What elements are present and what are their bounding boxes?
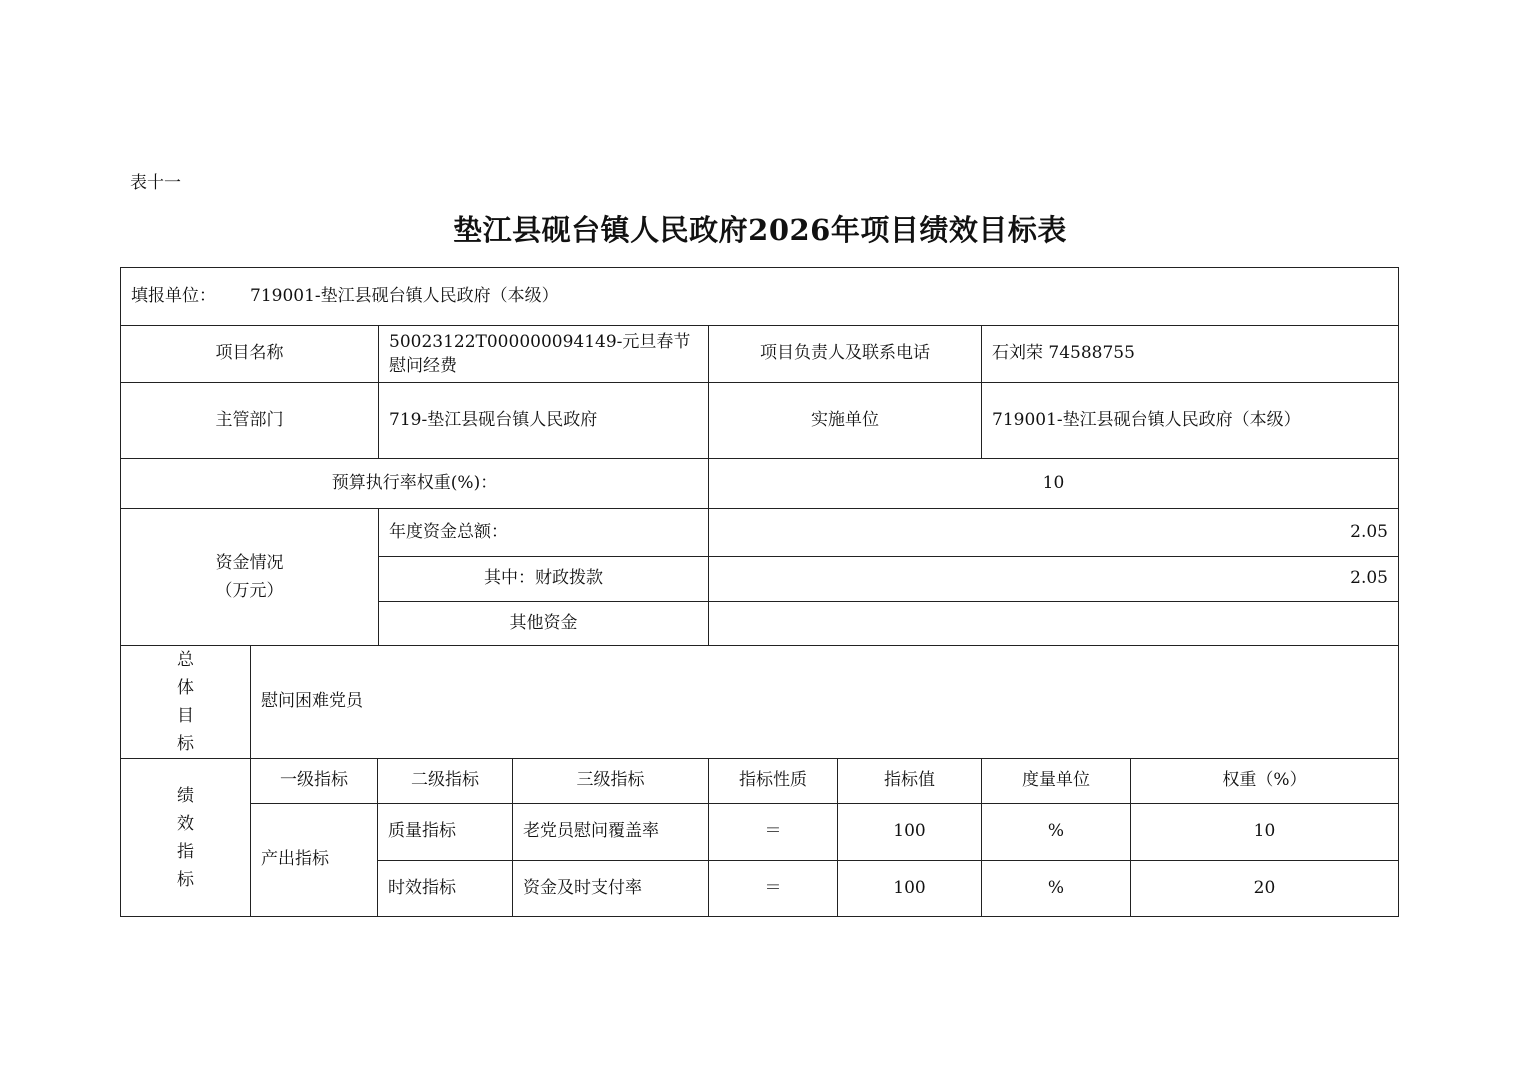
budget-rate-value: 10: [708, 458, 1399, 508]
header-level1: 一级指标: [250, 758, 377, 803]
header-weight: 权重（%）: [1130, 758, 1399, 803]
row2-level2: 时效指标: [377, 860, 512, 917]
funds-label: [120, 508, 378, 645]
fill-unit-value: 719001-垫江县砚台镇人民政府（本级）: [250, 285, 559, 306]
row1-weight: 10: [1130, 803, 1399, 860]
funds-fiscal-label: 其中：财政拨款: [378, 556, 708, 601]
level1-output-indicator: 产出指标: [250, 803, 377, 917]
funds-other-value: [708, 601, 1399, 645]
goal-label-char: 总: [177, 650, 194, 670]
row1-level3: 老党员慰问覆盖率: [512, 803, 708, 860]
header-nature: 指标性质: [708, 758, 837, 803]
funds-total-label: 年度资金总额：: [378, 508, 708, 556]
performance-table: [120, 267, 1399, 917]
goal-label-char: 目: [177, 706, 194, 726]
perf-label-char: 指: [177, 841, 194, 862]
funds-label-line1: 资金情况: [215, 553, 284, 573]
fill-unit-label: 填报单位：: [131, 285, 216, 306]
row2-unit: %: [981, 860, 1130, 917]
impl-unit-value: 719001-垫江县砚台镇人民政府（本级）: [981, 382, 1399, 458]
header-level2: 二级指标: [377, 758, 512, 803]
header-level3: 三级指标: [512, 758, 708, 803]
perf-label-char: 绩: [177, 785, 194, 806]
funds-total-value: 2.05: [708, 508, 1399, 556]
perf-label: [120, 758, 250, 917]
document-title: 垫江县砚台镇人民政府2026年项目绩效目标表: [453, 213, 1067, 247]
project-name-value: 50023122T000000094149-元旦春节慰问经费: [378, 325, 708, 382]
header-unit: 度量单位: [981, 758, 1130, 803]
row1-unit: %: [981, 803, 1130, 860]
funds-other-label: 其他资金: [378, 601, 708, 645]
perf-label-char: 效: [177, 813, 194, 834]
goal-value: 慰问困难党员: [250, 645, 1399, 758]
impl-unit-label: 实施单位: [708, 382, 981, 458]
fill-unit-row: [120, 267, 1399, 325]
row2-level3: 资金及时支付率: [512, 860, 708, 917]
budget-rate-label: 预算执行率权重(%)：: [120, 458, 708, 508]
row1-nature: ＝: [708, 803, 837, 860]
row1-level2: 质量指标: [377, 803, 512, 860]
perf-label-char: 标: [177, 869, 194, 890]
project-owner-label: 项目负责人及联系电话: [708, 325, 981, 382]
goal-label-char: 体: [177, 678, 194, 698]
dept-label: 主管部门: [120, 382, 378, 458]
row2-value: 100: [837, 860, 981, 917]
funds-fiscal-value: 2.05: [708, 556, 1399, 601]
goal-label-char: 标: [177, 734, 194, 754]
project-name-label: 项目名称: [120, 325, 378, 382]
row1-value: 100: [837, 803, 981, 860]
table-number: 表十一: [130, 173, 181, 193]
goal-label: [120, 645, 250, 758]
project-owner-value: 石刘荣 74588755: [981, 325, 1399, 382]
row2-nature: ＝: [708, 860, 837, 917]
dept-value: 719-垫江县砚台镇人民政府: [378, 382, 708, 458]
header-value: 指标值: [837, 758, 981, 803]
funds-label-line2: （万元）: [215, 581, 284, 601]
row2-weight: 20: [1130, 860, 1399, 917]
